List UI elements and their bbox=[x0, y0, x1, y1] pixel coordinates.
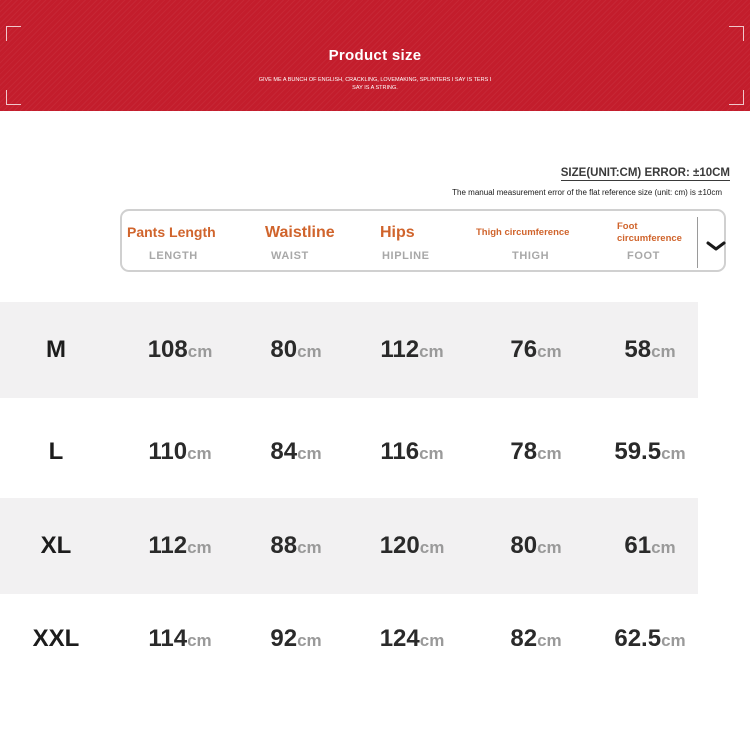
header-label: Waistline bbox=[265, 224, 335, 241]
size-unit-error: SIZE(UNIT:CM) ERROR: ±10CM bbox=[560, 167, 730, 179]
chevron-down-icon bbox=[706, 239, 726, 253]
waist-value: 88cm bbox=[270, 532, 322, 559]
foot-value: 59.5cm bbox=[614, 438, 686, 465]
banner-subtitle: GIVE ME A BUNCH OF ENGLISH, CRACKLING, LOVEMAKING, SPLINTERS I SAY IS TERS I SAY IS A STRING. bbox=[258, 77, 492, 91]
header-caption: THIGH bbox=[512, 250, 550, 262]
hip-value: 112cm bbox=[380, 336, 444, 363]
header-label: Pants Length bbox=[127, 224, 216, 240]
header-divider bbox=[697, 217, 698, 268]
thigh-value: 76cm bbox=[510, 336, 562, 363]
hip-value: 116cm bbox=[380, 438, 444, 465]
thigh-value: 78cm bbox=[510, 438, 562, 465]
thigh-value: 82cm bbox=[510, 625, 562, 652]
foot-value: 62.5cm bbox=[614, 625, 686, 652]
header-foot-circumference bbox=[617, 221, 689, 262]
size-row-m bbox=[0, 302, 698, 398]
header-pants-length bbox=[127, 224, 235, 262]
product-size-banner bbox=[0, 0, 750, 111]
banner-title: Product size bbox=[328, 47, 422, 64]
header-hips bbox=[380, 224, 450, 262]
length-value: 108cm bbox=[147, 336, 213, 363]
foot-value: 58cm bbox=[624, 336, 676, 363]
header-label: Thigh circumference bbox=[476, 227, 570, 238]
measurement-error-note: The manual measurement error of the flat reference size (unit: cm) is ±10cm bbox=[452, 188, 722, 197]
foot-value: 61cm bbox=[624, 532, 676, 559]
header-waistline bbox=[265, 224, 355, 262]
thigh-value: 80cm bbox=[510, 532, 562, 559]
hip-value: 124cm bbox=[379, 625, 445, 652]
banner-corner-top-right bbox=[729, 26, 744, 41]
header-caption: WAIST bbox=[271, 250, 309, 262]
size-label: M bbox=[46, 336, 66, 363]
banner-corner-top-left bbox=[6, 26, 21, 41]
length-value: 112cm bbox=[148, 532, 212, 559]
header-label: Hips bbox=[380, 224, 415, 241]
waist-value: 92cm bbox=[270, 625, 322, 652]
length-value: 114cm bbox=[148, 625, 212, 652]
size-label: XXL bbox=[32, 625, 80, 652]
length-value: 110cm bbox=[148, 438, 212, 465]
hip-value: 120cm bbox=[379, 532, 445, 559]
size-row-xxl bbox=[0, 591, 698, 687]
waist-value: 84cm bbox=[270, 438, 322, 465]
size-label: XL bbox=[40, 532, 72, 559]
header-caption: FOOT bbox=[627, 250, 660, 262]
banner-corner-bottom-right bbox=[729, 90, 744, 105]
size-row-l bbox=[0, 404, 698, 500]
column-header-box bbox=[120, 209, 726, 272]
header-caption: LENGTH bbox=[149, 250, 198, 262]
waist-value: 80cm bbox=[270, 336, 322, 363]
header-caption: HIPLINE bbox=[382, 250, 430, 262]
header-thigh-circumference bbox=[476, 227, 586, 262]
banner-corner-bottom-left bbox=[6, 90, 21, 105]
header-label: Foot circumference bbox=[617, 221, 682, 244]
size-row-xl bbox=[0, 498, 698, 594]
size-label: L bbox=[48, 438, 64, 465]
